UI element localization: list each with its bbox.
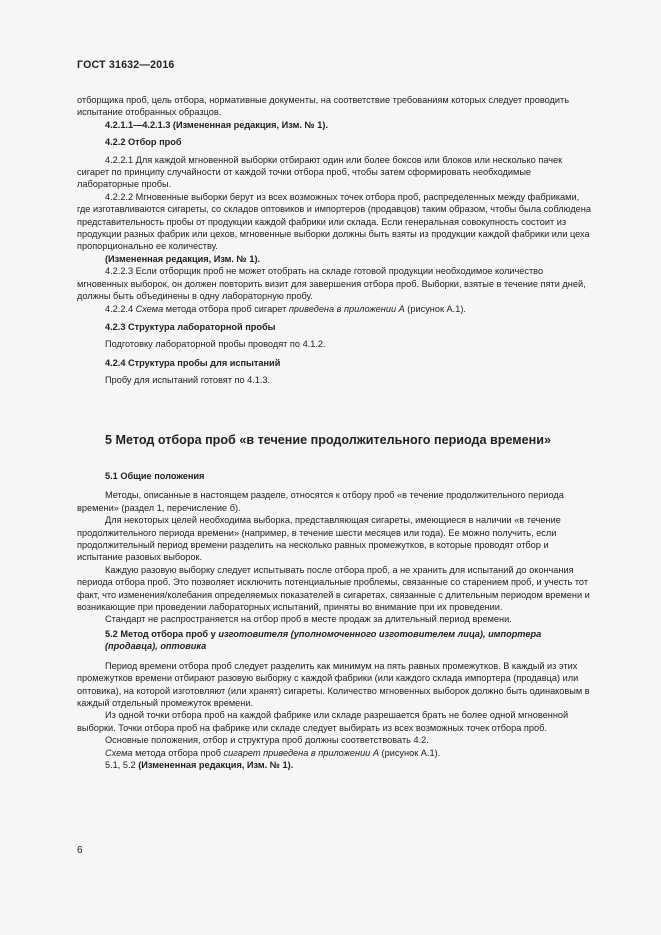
section-4-continued <box>77 94 595 387</box>
amendment-note-5 <box>77 759 595 771</box>
paragraph-sampler-purpose: отборщика проб, цель отбора, нормативные документы, на соответствие требованиям которых следует проводить испытание отобранных образцов. <box>77 95 569 118</box>
subsection-heading-4-2-2: 4.2.2 Отбор проб <box>105 137 182 148</box>
paragraph-5-2-scheme <box>77 747 595 759</box>
subsection-heading-5-2 <box>77 628 595 653</box>
amendment-note: (Измененная редакция, Изм. № 1). <box>105 253 261 264</box>
paragraph-5-1-methods: Методы, описанные в настоящем разделе, относятся к отбору проб «в течение продолжительного периода времени» (раздел 1, перечисление б). <box>77 490 564 513</box>
heading-text: 5.2 Метод отбора проб у <box>105 628 219 639</box>
paragraph-5-1-scope: Стандарт не распространяется на отбор проб в месте продаж за длительный период времени. <box>105 614 512 625</box>
paragraph-5-1-testing: Каждую разовую выборку следует испытывать после отбора проб, а не хранить для испытаний до окончания периода отбора проб. Это позволяет исключить потенциальные проблемы, связанные со старением проб, и учесть тот факт, что изменения/колебания определяемых показателей в сигаретах, связанные с длительным периодом времени и возникающие при проведении лабораторных испытаний, приняты во внимание при их проведении. <box>77 564 590 613</box>
paragraph-4-2-2-2: 4.2.2.2 Мгновенные выборки берут из всех возможных точек отбора проб, распределенных между фабриками, где изготавливаются сигареты, со складов оптовиков и импортеров (продавцов) таким образом, чтобы была соблюдена представительность пробы от продукции каждой фабрики или склада. Если генеральная совокупность состоит из продукции разных фабрик или цехов, мгновенные выборки должны быть взяты из продукции каждой фабрики или цеха пропорционально ее количеству. <box>77 191 591 252</box>
amendment-text: (Измененная редакция, Изм. № 1). <box>135 759 294 770</box>
italic-text: сигарет приведена в приложении А <box>223 747 379 758</box>
plain-text: метода отбора проб <box>132 747 224 758</box>
italic-text: Схема <box>105 747 133 758</box>
paragraph-5-1-purpose: Для некоторых целей необходима выборка, представляющая сигареты, имеющиеся в наличии «в течение продолжительного периода времени» (например, в течение шести месяцев или года). Ее можно получить, если продолжительный период времени разделить на несколько равных промежутков, в которые проводят отбор и испытание разовых выборок. <box>77 515 561 563</box>
subsection-heading-5-1: 5.1 Общие положения <box>105 471 205 481</box>
paragraph-4-2-2-3: 4.2.2.3 Если отборщик проб не может отобрать на складе готовой продукции необходимое количество мгновенных выборок, он должен повторить визит для завершения отбора проб. Выборки, взятые в течение пяти дней, должны быть объединены в одну лабораторную пробу. <box>77 266 586 302</box>
page-number: 6 <box>77 845 83 856</box>
paragraph-4-2-2-1: 4.2.2.1 Для каждой мгновенной выборки отбирают один или более боксов или блоков или несколько пачек сигарет по принципу случайности от каждой точки отбора проб, чтобы затем сформировать необходимые лабораторные пробы. <box>77 154 563 190</box>
paragraph-5-2-basics: Основные положения, отбор и структура проб должны соответствовать 4.2. <box>105 735 429 746</box>
subsection-heading-4-2-4: 4.2.4 Структура пробы для испытаний <box>105 357 281 368</box>
paragraph-4-2-2-4 <box>77 303 595 315</box>
italic-text: приведена в приложении А <box>288 303 405 314</box>
document-header: ГОСТ 31632—2016 <box>77 59 175 71</box>
subsection-heading-4-2-3: 4.2.3 Структура лабораторной пробы <box>105 321 276 332</box>
clause-number: 5.1, 5.2 <box>105 759 136 770</box>
paragraph-4-2-3: Подготовку лабораторной пробы проводят по 4.1.2. <box>105 339 326 350</box>
paragraph-5-2-points: Из одной точки отбора проб на каждой фабрике или складе разрешается брать не более одной мгновенной выборки. Точки отбора проб на фабрике или складе следует выбирать из всех возможных точек отбора проб. <box>77 710 569 733</box>
heading-italic-text: изготовителя (уполномоченного изготовителем лица), импортера (продавца), оптовика <box>105 628 542 652</box>
italic-text: Схема <box>135 303 164 314</box>
paragraph-5-2-period: Период времени отбора проб следует разделить как минимум на пять равных промежутков. В каждый из этих промежутков времени отбирают разовую выборку с каждой фабрики (или каждого склада импортера (продавца) или оптовика), на которой изготовляют (или хранят) сигареты. Количество мгновенных выборок должно быть одинаковым в каждый отдельный промежуток времени. <box>77 660 590 708</box>
amendment-note: 4.2.1.1—4.2.1.3 (Измененная редакция, Изм. № 1). <box>105 119 329 130</box>
plain-text: (рисунок А.1). <box>378 747 441 758</box>
paragraph-4-2-4: Пробу для испытаний готовят по 4.1.3. <box>105 375 271 386</box>
plain-text: метода отбора проб сигарет <box>163 303 289 314</box>
clause-number: 4.2.2.4 <box>105 303 134 314</box>
plain-text: (рисунок А.1). <box>404 303 466 314</box>
section-5-title: 5 Метод отбора проб «в течение продолжительного периода времени» <box>105 433 551 447</box>
section-5-body <box>77 470 595 771</box>
